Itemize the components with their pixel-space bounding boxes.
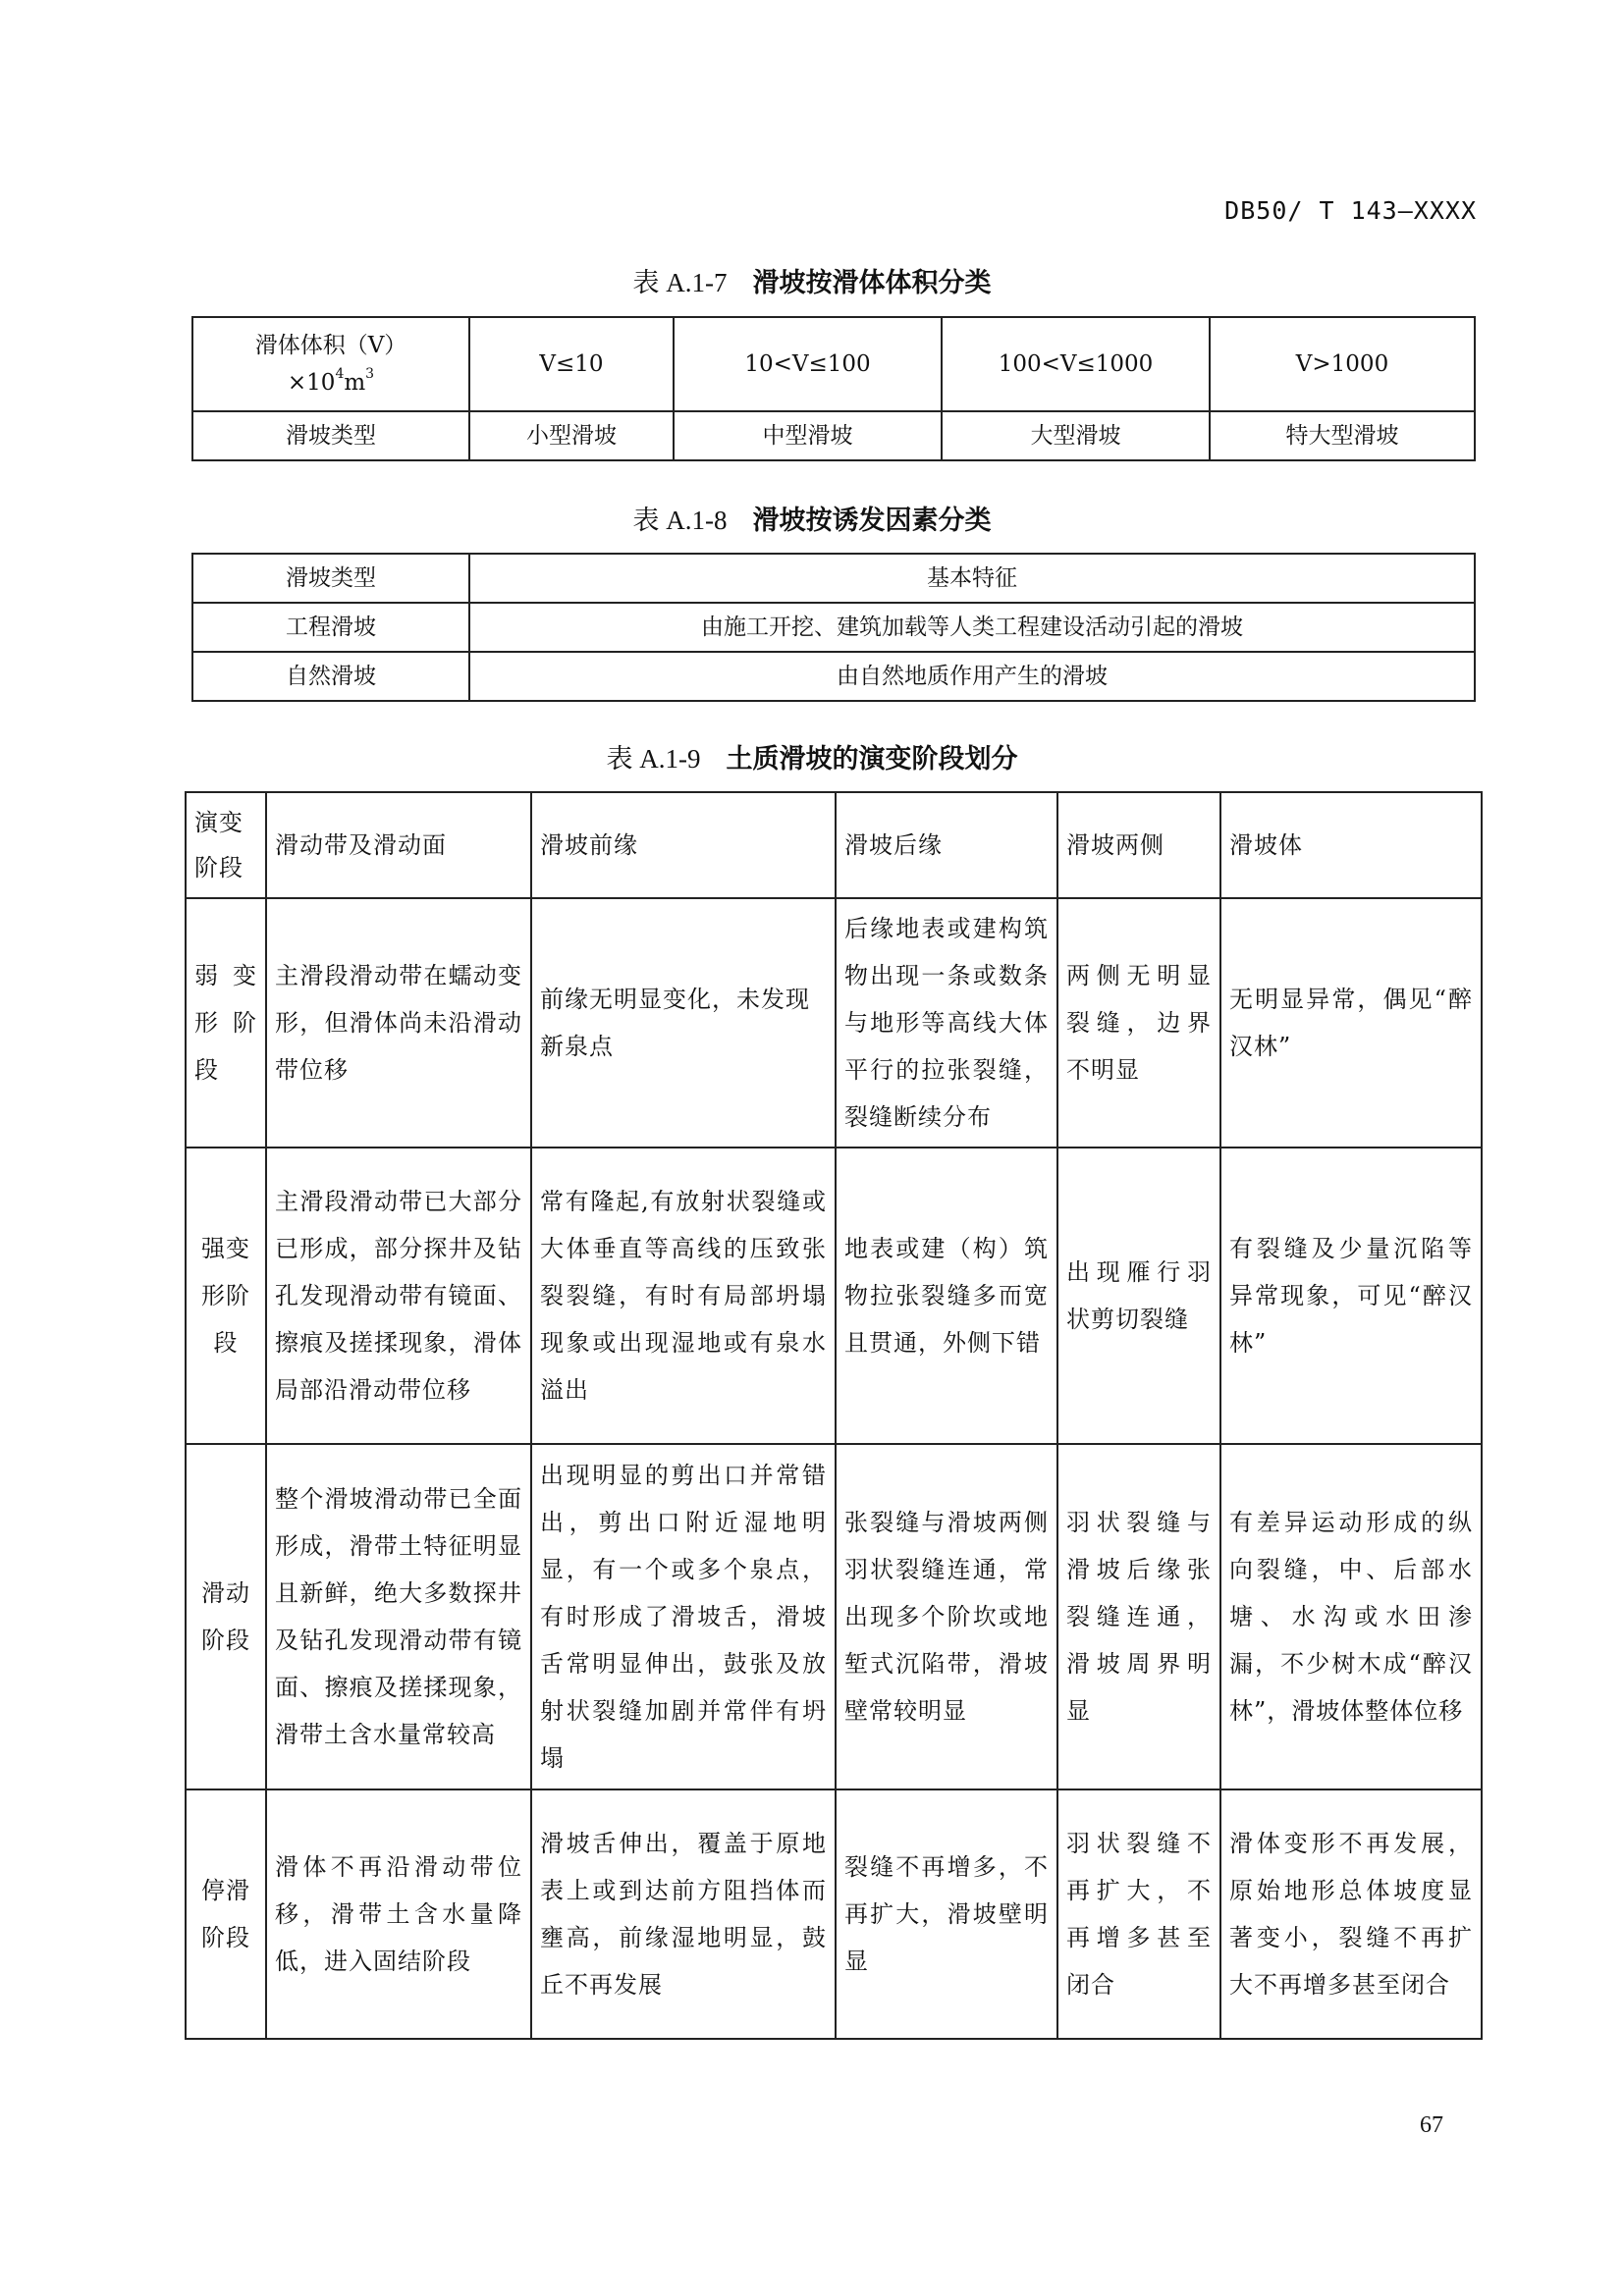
table7-caption-title: 滑坡按滑体体积分类 — [752, 268, 992, 298]
cell: 主滑段滑动带已大部分已形成，部分探井及钻孔发现滑动带有镜面、擦痕及搓揉现象，滑体局部沿滑动带位移 — [266, 1148, 531, 1444]
type-cell: 小型滑坡 — [469, 411, 674, 460]
cell: 羽状裂缝不再扩大，不再增多甚至闭合 — [1057, 1789, 1220, 2039]
header-cell: 滑坡后缘 — [836, 792, 1057, 898]
volume-range-cell: 10<V≤100 — [674, 317, 942, 411]
header-cell: 滑坡两侧 — [1057, 792, 1220, 898]
type-label-cell: 滑坡类型 — [192, 411, 469, 460]
table-row — [192, 652, 1475, 701]
cell: 常有隆起,有放射状裂缝或大体垂直等高线的压致张裂裂缝，有时有局部坍塌现象或出现湿地或有泉水溢出 — [531, 1148, 836, 1444]
cell: 整个滑坡滑动带已全面形成，滑带土特征明显且新鲜，绝大多数探井及钻孔发现滑动带有镜面、擦痕及搓揉现象，滑带土含水量常较高 — [266, 1444, 531, 1789]
table-row — [186, 898, 1482, 1148]
stage-cell: 强变形阶段 — [186, 1148, 266, 1444]
table9-caption — [0, 737, 1624, 775]
cell: 羽状裂缝与滑坡后缘张裂缝连通，滑坡周界明显 — [1057, 1444, 1220, 1789]
cell: 由施工开挖、建筑加载等人类工程建设活动引起的滑坡 — [469, 603, 1475, 652]
stage-cell: 滑动阶段 — [186, 1444, 266, 1789]
cell: 前缘无明显变化，未发现新泉点 — [531, 898, 836, 1148]
cell: 出现雁行羽状剪切裂缝 — [1057, 1148, 1220, 1444]
table-header-row — [192, 554, 1475, 603]
table8-caption-title: 滑坡按诱发因素分类 — [752, 506, 992, 536]
header-cell: 滑坡体 — [1220, 792, 1482, 898]
cell: 两侧无明显裂缝，边界不明显 — [1057, 898, 1220, 1148]
volume-label-line2: $\times 10^4m^3$ — [287, 366, 375, 396]
cell: 滑体变形不再发展，原始地形总体坡度显著变小，裂缝不再扩大不再增多甚至闭合 — [1220, 1789, 1482, 2039]
document-code: DB50/ T 143—XXXX — [1224, 196, 1477, 225]
cell: 有裂缝及少量沉陷等异常现象，可见“醉汉林” — [1220, 1148, 1482, 1444]
table-volume-classification — [191, 316, 1476, 461]
cell: 地表或建（构）筑物拉张裂缝多而宽且贯通，外侧下错 — [836, 1148, 1057, 1444]
volume-label-cell — [192, 317, 469, 411]
table7-caption-number: 表 A.1-7 — [632, 268, 728, 297]
cell: 有差异运动形成的纵向裂缝，中、后部水塘、水沟或水田渗漏，不少树木成“醉汉林”，滑坡体整体位移 — [1220, 1444, 1482, 1789]
volume-label-line1: 滑体体积（V） — [254, 332, 407, 358]
type-cell: 中型滑坡 — [674, 411, 942, 460]
table-row — [192, 317, 1475, 411]
header-cell: 滑动带及滑动面 — [266, 792, 531, 898]
table-header-row — [186, 792, 1482, 898]
cell: 工程滑坡 — [192, 603, 469, 652]
cell: 滑体不再沿滑动带位移，滑带土含水量降低，进入固结阶段 — [266, 1789, 531, 2039]
header-cell: 基本特征 — [469, 554, 1475, 603]
header-cell-stage: 演变阶段 — [186, 792, 266, 898]
table-row — [186, 1789, 1482, 2039]
page-number: 67 — [1420, 2112, 1443, 2138]
volume-range-cell: V≤10 — [469, 317, 674, 411]
cell: 出现明显的剪出口并常错出，剪出口附近湿地明显，有一个或多个泉点，有时形成了滑坡舌，滑坡舌常明显伸出，鼓张及放射状裂缝加剧并常伴有坍塌 — [531, 1444, 836, 1789]
stage-cell: 弱变形阶段 — [186, 898, 266, 1148]
type-cell: 特大型滑坡 — [1210, 411, 1475, 460]
table7-caption — [0, 261, 1624, 299]
table-row — [192, 603, 1475, 652]
header-cell: 滑坡前缘 — [531, 792, 836, 898]
cell: 无明显异常，偶见“醉汉林” — [1220, 898, 1482, 1148]
table-trigger-classification — [191, 553, 1476, 702]
table-row — [186, 1444, 1482, 1789]
cell: 滑坡舌伸出，覆盖于原地表上或到达前方阻挡体而壅高，前缘湿地明显，鼓丘不再发展 — [531, 1789, 836, 2039]
table8-caption — [0, 499, 1624, 537]
table-row — [192, 411, 1475, 460]
table-evolution-stages — [185, 791, 1483, 2040]
cell: 后缘地表或建构筑物出现一条或数条与地形等高线大体平行的拉张裂缝，裂缝断续分布 — [836, 898, 1057, 1148]
table9-caption-title: 土质滑坡的演变阶段划分 — [726, 744, 1018, 774]
type-cell: 大型滑坡 — [942, 411, 1210, 460]
table-row — [186, 1148, 1482, 1444]
cell: 自然滑坡 — [192, 652, 469, 701]
cell: 裂缝不再增多，不再扩大，滑坡壁明显 — [836, 1789, 1057, 2039]
cell: 主滑段滑动带在蠕动变形，但滑体尚未沿滑动带位移 — [266, 898, 531, 1148]
table8-caption-number: 表 A.1-8 — [632, 506, 728, 535]
stage-cell: 停滑阶段 — [186, 1789, 266, 2039]
cell: 由自然地质作用产生的滑坡 — [469, 652, 1475, 701]
volume-range-cell: 100<V≤1000 — [942, 317, 1210, 411]
table9-caption-number: 表 A.1-9 — [606, 744, 701, 774]
header-cell: 滑坡类型 — [192, 554, 469, 603]
cell: 张裂缝与滑坡两侧羽状裂缝连通，常出现多个阶坎或地堑式沉陷带，滑坡壁常较明显 — [836, 1444, 1057, 1789]
volume-range-cell: V>1000 — [1210, 317, 1475, 411]
